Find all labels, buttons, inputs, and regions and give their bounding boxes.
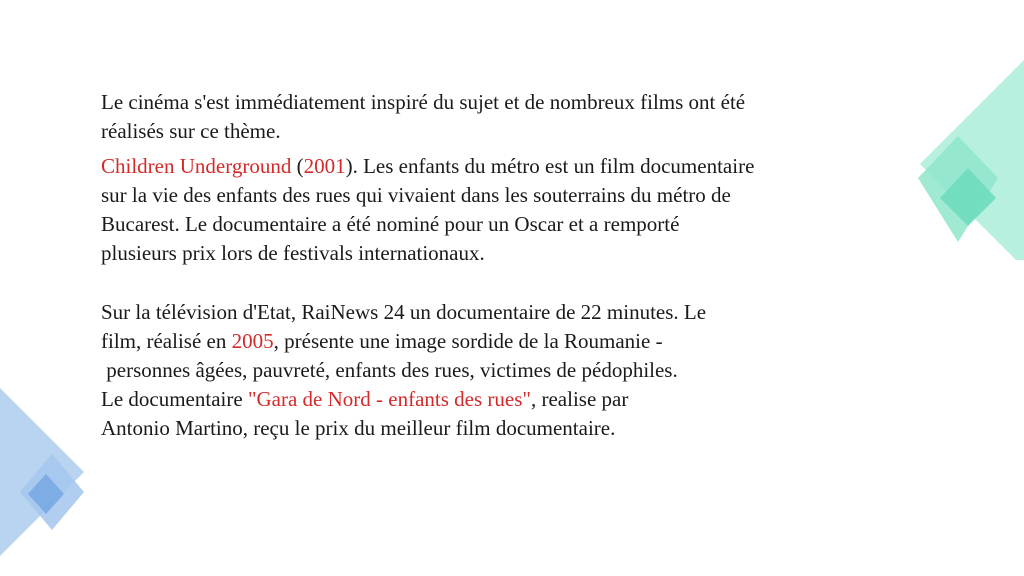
film-title: Children Underground [101, 154, 292, 178]
rainews-line-4-end: , realise par [530, 387, 629, 411]
intro-line-2: réalisés sur ce thème. [101, 119, 281, 143]
open-paren: ( [291, 154, 304, 178]
rainews-line-2-end: , présente une image sordide de la Roumanie - [273, 329, 663, 353]
children-underground-line-3: Bucarest. Le documentaire a été nominé pour un Oscar et a remporté [101, 212, 680, 236]
rainews-line-5: Antonio Martino, reçu le prix du meilleur film documentaire. [101, 416, 616, 440]
rainews-line-4-start: Le documentaire [101, 387, 248, 411]
medium-blue-diamond [20, 454, 84, 530]
children-underground-line-1 [101, 152, 895, 181]
small-mint-diamond [940, 168, 996, 226]
intro-line-1: Le cinéma s'est immédiatement inspiré du sujet et de nombreux films ont été [101, 90, 746, 114]
film-description-start: ). Les enfants du métro est un film documentaire [345, 154, 755, 178]
medium-mint-diamond [918, 136, 998, 242]
mint-diamond-decoration [900, 40, 1024, 260]
children-underground-paragraph [101, 152, 895, 268]
film-year: 2001 [303, 154, 346, 178]
rainews-line-4 [101, 385, 861, 414]
children-underground-line-2: sur la vie des enfants des rues qui vivaient dans les souterrains du métro de [101, 183, 731, 207]
slide-body [101, 88, 901, 443]
children-underground-line-4: plusieurs prix lors de festivals internationaux. [101, 241, 485, 265]
large-blue-diamond [0, 388, 84, 556]
intro-paragraph [101, 88, 891, 146]
rainews-year: 2005 [231, 329, 274, 353]
rainews-line-3: personnes âgées, pauvreté, enfants des rues, victimes de pédophiles. [101, 358, 678, 382]
rainews-line-1: Sur la télévision d'Etat, RaiNews 24 un documentaire de 22 minutes. Le [101, 300, 707, 324]
rainews-line-2 [101, 327, 861, 356]
rainews-line-2-start: film, réalisé en [101, 329, 232, 353]
blue-diamond-decoration [0, 380, 100, 576]
large-mint-diamond [920, 60, 1024, 260]
small-blue-diamond [28, 474, 64, 514]
documentary-title: "Gara de Nord - enfants des rues" [247, 387, 531, 411]
rainews-paragraph [101, 298, 861, 443]
